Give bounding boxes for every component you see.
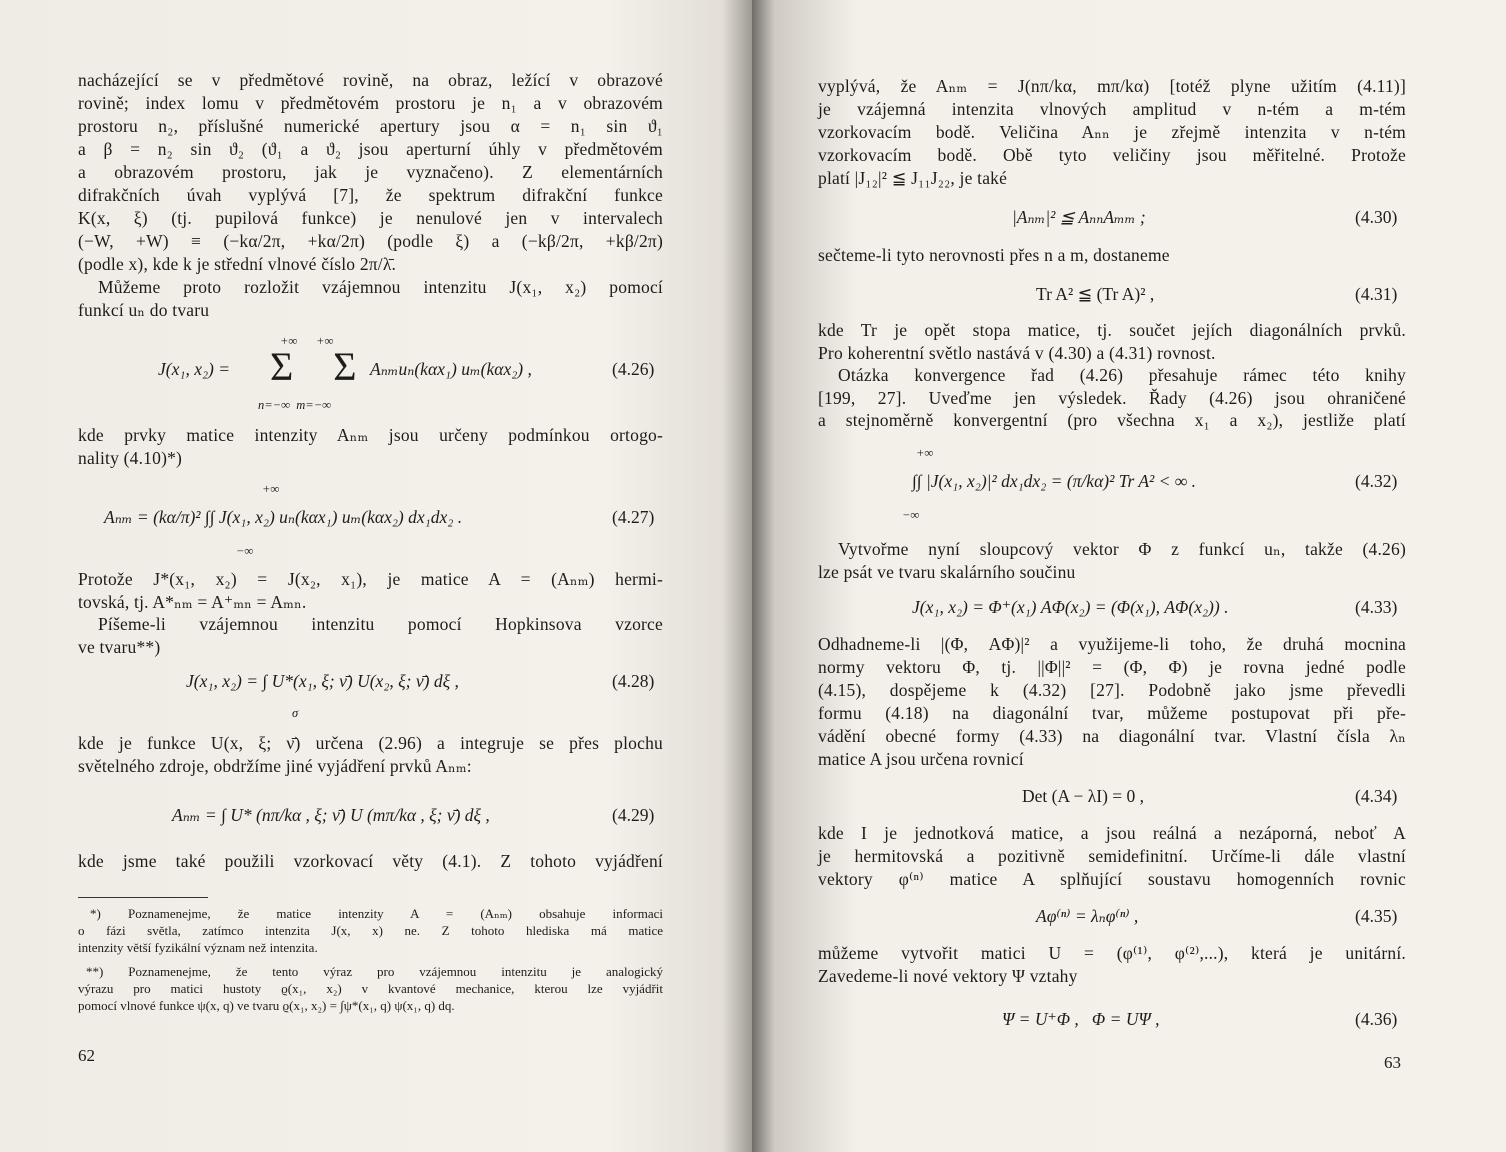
text-line: difrakčních úvah vyplývá [7], že spektrum difrakční funkce (78, 185, 663, 205)
text-line: (podle x), kde k je střední vlnové číslo 2π/λ̄. (78, 254, 397, 274)
text-line: [199, 27]. Uveďme jen výsledek. Řady (4.26) jsou ohraničené (818, 388, 1406, 408)
text-line: Odhadneme-li |(Φ, AΦ)|² a využijeme-li toho, že druhá mocnina (818, 634, 1406, 654)
footnote-rule (78, 897, 208, 898)
text-line: a stejnoměrně konvergentní (pro všechna x₁ a x₂), jestliže platí (818, 410, 1406, 430)
text-line: tovská, tj. A*ₙₘ = A⁺ₘₙ = Aₘₙ. (78, 592, 307, 612)
equation-4-36: Ψ = U⁺Φ , Φ = UΨ , (1002, 1009, 1160, 1029)
equation-number-4-36: (4.36) (1355, 1009, 1398, 1029)
page-number: 63 (1384, 1053, 1401, 1072)
text-line: K(x, ξ) (tj. pupilová funkce) je nenulové jen v intervalech (78, 208, 663, 228)
sum-lower-limits: n=−∞ m=−∞ (258, 398, 332, 412)
equation-number-4-30: (4.30) (1355, 207, 1398, 227)
equation-4-26-body: Aₙₘuₙ(kαx₁) uₘ(kαx₂) , (370, 359, 532, 379)
text-line: kde prvky matice intenzity Aₙₘ jsou určeny podmínkou ortogo- (78, 425, 663, 445)
text-line: a obrazovém prostoru, jak je vyznačeno). Z elementárních (78, 162, 663, 182)
equation-number-4-27: (4.27) (612, 507, 655, 527)
page-number: 62 (78, 1046, 95, 1065)
text-line: Vytvořme nyní sloupcový vektor Φ z funkcí uₙ, takže (4.26) (838, 539, 1406, 559)
text-line: nality (4.10)*) (78, 448, 183, 468)
equation-number-4-31: (4.31) (1355, 284, 1398, 304)
text-line: (4.15), dospějeme k (4.32) [27]. Podobně jako jsme převedli (818, 680, 1406, 700)
text-line: kde Tr je opět stopa matice, tj. součet jejích diagonálních prvků. (818, 320, 1406, 340)
text-line: Můžeme proto rozložit vzájemnou intenzitu J(x₁, x₂) pomocí (98, 277, 663, 297)
text-line: kde je funkce U(x, ξ; ν̄) určena (2.96) a integruje se přes plochu (78, 733, 663, 753)
equation-4-31: Tr A² ≦ (Tr A)² , (1036, 284, 1155, 304)
text-line: rovině; index lomu v předmětovém prostoru je n₁ a v obrazovém (78, 93, 663, 113)
equation-number-4-35: (4.35) (1355, 906, 1398, 926)
equation-number-4-33: (4.33) (1355, 597, 1398, 617)
text-line: matice A jsou určena rovnicí (818, 749, 1024, 769)
text-line: (−W, +W) ≡ (−kα/2π, +kα/2π) (podle ξ) a (−kβ/2π, +kβ/2π) (78, 231, 663, 251)
footnote-line: výrazu pro matici hustoty ϱ(x₁, x₂) v kvantové mechanice, kterou lze vyjádřit (78, 981, 663, 996)
footnote-line: pomocí vlnové funkce ψ(x, q) ve tvaru ϱ(x₁, x₂) = ∫ψ*(x₁, q) ψ(x₁, q) dq. (78, 998, 455, 1013)
text-line: a β = n₂ sin ϑ₂ (ϑ₁ a ϑ₂ jsou aperturní úhly v předmětovém (78, 139, 663, 159)
text-line: světelného zdroje, obdržíme jiné vyjádření prvků Aₙₘ: (78, 756, 472, 776)
text-line: Píšeme-li vzájemnou intenzitu pomocí Hopkinsova vzorce (98, 614, 663, 634)
equation-4-33: J(x₁, x₂) = Φ⁺(x₁) AΦ(x₂) = (Φ(x₁), AΦ(x₂)) . (912, 597, 1229, 617)
text-line: platí |J₁₂|² ≦ J₁₁J₂₂, je také (818, 168, 1008, 188)
integral-lower-limit: −∞ (236, 544, 254, 558)
text-line: Protože J*(x₁, x₂) = J(x₂, x₁), je matice A = (Aₙₘ) hermi- (78, 569, 663, 589)
text-line: vyplývá, že Aₙₘ = J(nπ/kα, mπ/kα) [totéž plyne užitím (4.11)] (818, 76, 1406, 96)
text-line: normy vektoru Φ, tj. ||Φ||² = (Φ, Φ) je rovna jedné podle (818, 657, 1406, 677)
text-line: vzorkovacím bodě. Obě tyto veličiny jsou měřitelné. Protože (818, 145, 1406, 165)
text-line: formu (4.18) na diagonální tvar, můžeme postupovat při pře- (818, 703, 1406, 723)
text-line: kde I je jednotková matice, a jsou reálná a nezáporná, neboť A (818, 823, 1406, 843)
left-page (0, 0, 752, 1152)
equation-4-26-lhs: J(x₁, x₂) = (158, 359, 231, 379)
text-line: funkcí uₙ do tvaru (78, 300, 210, 320)
integral-lower-limit: σ (292, 706, 299, 720)
text-line: Pro koherentní světlo nastává v (4.30) a (4.31) rovnost. (818, 343, 1216, 363)
footnote-line: *) Poznamenejme, že matice intenzity A = (Aₙₘ) obsahuje informaci (90, 906, 663, 921)
integral-upper-limit: +∞ (262, 482, 280, 496)
text-line: ve tvaru**) (78, 637, 161, 657)
integral-upper-limit: +∞ (916, 446, 934, 460)
text-line: nacházející se v předmětové rovině, na obraz, ležící v obrazové (78, 70, 663, 90)
text-line: můžeme vytvořit matici U = (φ⁽¹⁾, φ⁽²⁾,...), která je unitární. (818, 943, 1406, 963)
equation-4-30: |Aₙₘ|² ≦ AₙₙAₘₘ ; (1012, 207, 1146, 227)
equation-number-4-28: (4.28) (612, 671, 655, 691)
footnote-line: **) Poznamenejme, že tento výraz pro vzájemnou intenzitu je analogický (86, 964, 663, 979)
text-line: prostoru n₂, příslušné numerické apertury jsou α = n₁ sin ϑ₁ (78, 116, 663, 136)
equation-number-4-26: (4.26) (612, 359, 655, 379)
integral-lower-limit: −∞ (902, 508, 920, 522)
equation-number-4-29: (4.29) (612, 805, 655, 825)
equation-4-29: Aₙₘ = ∫ U* (nπ/kα , ξ; ν̄) U (mπ/kα , ξ; ν̄) dξ , (172, 805, 490, 825)
equation-4-35: Aφ⁽ⁿ⁾ = λₙφ⁽ⁿ⁾ , (1036, 906, 1139, 926)
text-line: vádění obecné formy (4.33) na diagonální tvar. Vlastní čísla λₙ (818, 726, 1406, 746)
text-line: sečteme-li tyto nerovnosti přes n a m, dostaneme (818, 245, 1170, 265)
sum-symbols: Σ Σ (270, 344, 357, 389)
sum-upper-limits: +∞ +∞ (280, 334, 334, 348)
text-line: vektory φ⁽ⁿ⁾ matice A splňující soustavu homogenních rovnic (818, 869, 1406, 889)
text-line: je hermitovská a pozitivně semidefinitní. Určíme-li dále vlastní (818, 846, 1406, 866)
text-line: je vzájemná intenzita vlnových amplitud v n-tém a m-tém (818, 99, 1406, 119)
footnote-line: o fázi světla, zatímco intenzita J(x, x) ne. Z tohoto hlediska má matice (78, 923, 663, 938)
equation-4-28: J(x₁, x₂) = ∫ U*(x₁, ξ; ν̄) U(x₂, ξ; ν̄) dξ , (186, 671, 459, 691)
text-line: vzorkovacím bodě. Veličina Aₙₙ je zřejmě intenzita v n-tém (818, 122, 1406, 142)
equation-number-4-32: (4.32) (1355, 471, 1398, 491)
footnote-line: intenzity větší fyzikální význam než intenzita. (78, 940, 318, 955)
equation-4-32: ∫∫ |J(x₁, x₂)|² dx₁dx₂ = (π/kα)² Tr A² < ∞ . (912, 471, 1197, 491)
text-line: Zavedeme-li nové vektory Ψ vztahy (818, 966, 1078, 986)
equation-number-4-34: (4.34) (1355, 786, 1398, 806)
equation-4-34: Det (A − λI) = 0 , (1022, 786, 1145, 806)
text-line: Otázka konvergence řad (4.26) přesahuje rámec této knihy (838, 365, 1406, 385)
text-line: kde jsme také použili vzorkovací věty (4.1). Z tohoto vyjádření (78, 851, 663, 871)
text-line: lze psát ve tvaru skalárního součinu (818, 562, 1076, 582)
equation-4-27: Aₙₘ = (kα/π)² ∫∫ J(x₁, x₂) uₙ(kαx₁) uₘ(kαx₂) dx₁dx₂ . (104, 507, 463, 527)
